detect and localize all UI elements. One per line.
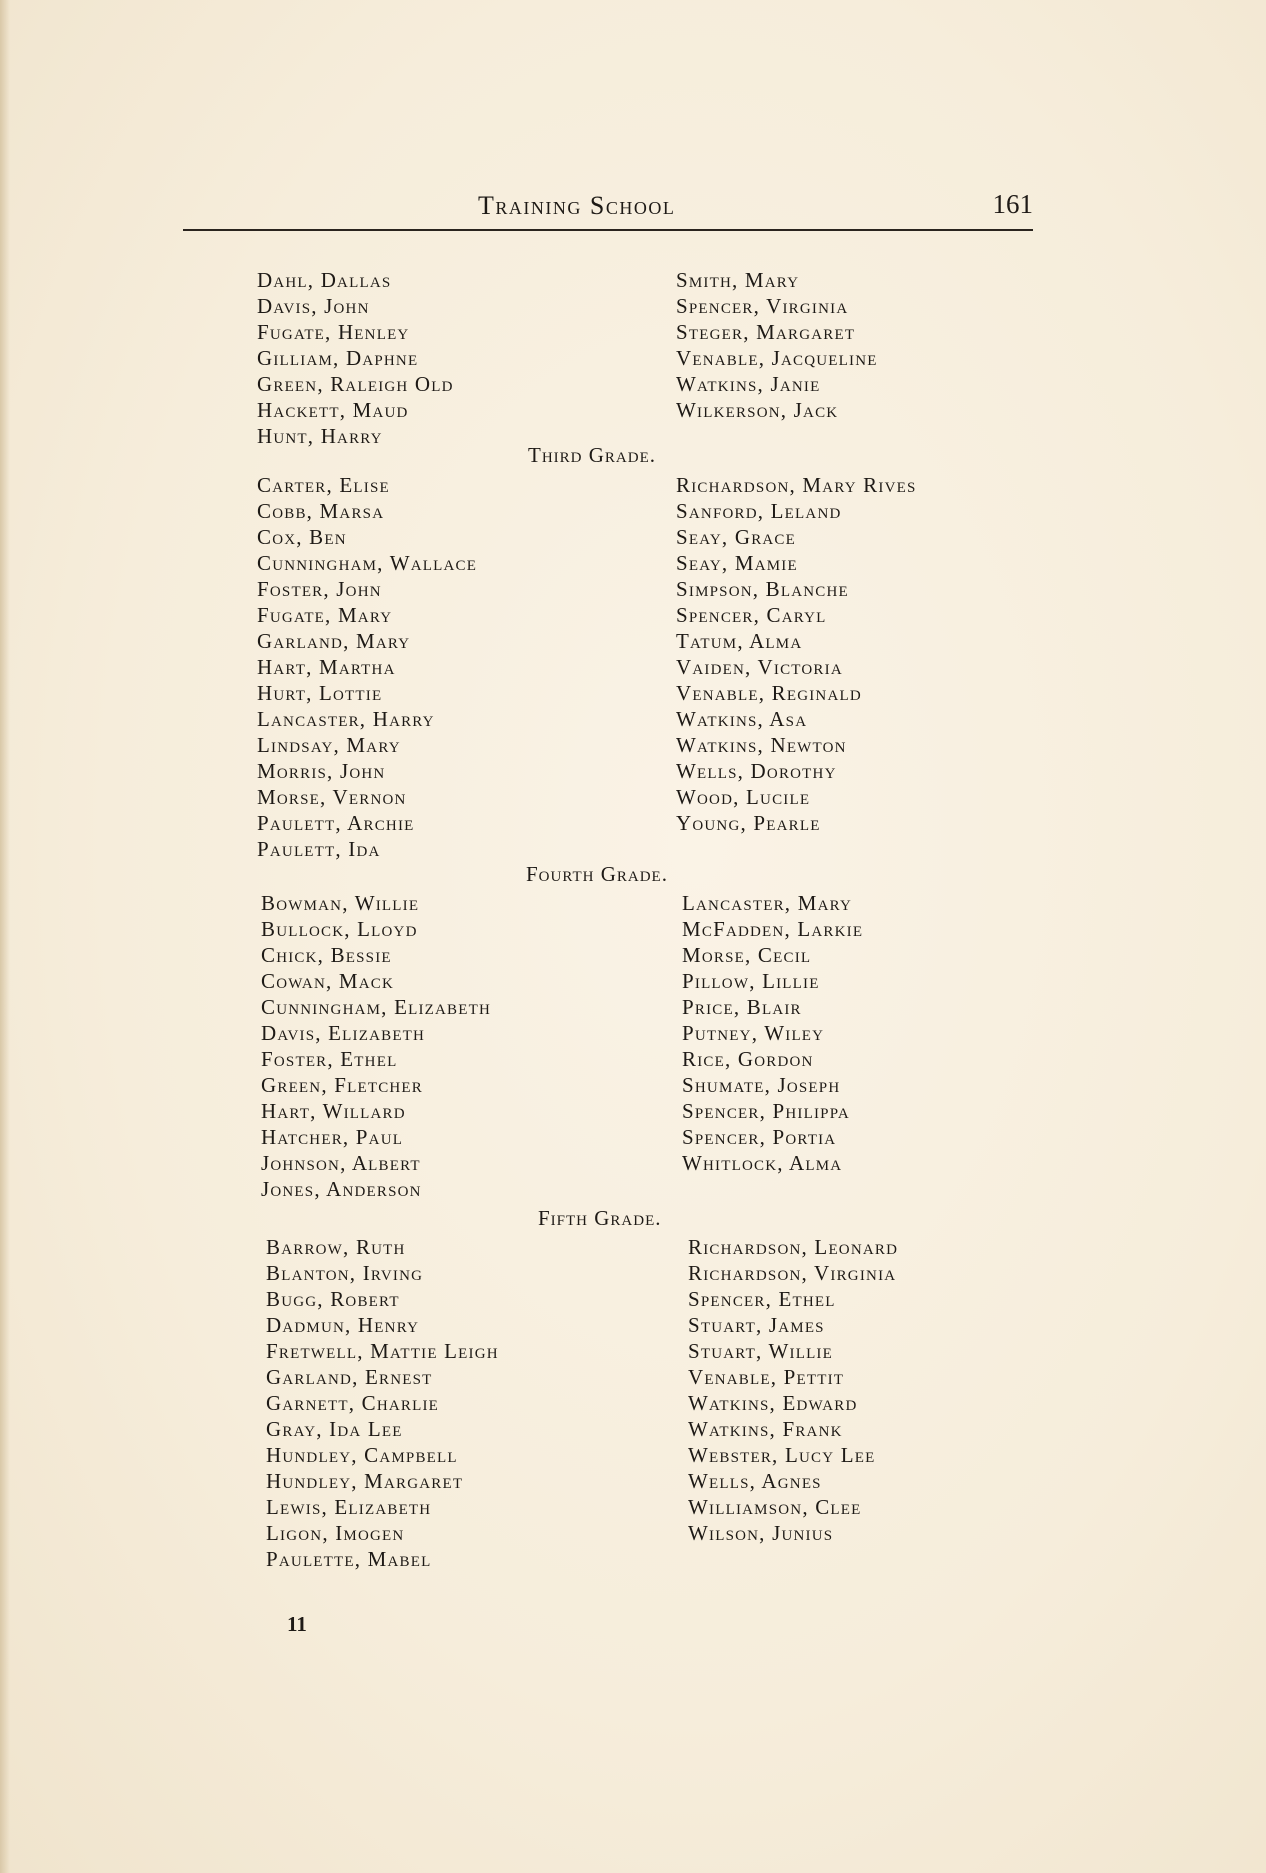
list-item: Wood, Lucile: [676, 785, 811, 809]
list-item: Paulett, Archie: [257, 811, 415, 835]
list-item: Stuart, James: [688, 1313, 825, 1337]
list-item: Wilkerson, Jack: [676, 398, 839, 422]
list-item: Rice, Gordon: [682, 1047, 814, 1071]
list-item: Hart, Martha: [257, 655, 396, 679]
list-item: Hart, Willard: [261, 1099, 406, 1123]
section-heading-fourth-grade: Fourth Grade.: [526, 862, 668, 886]
list-item: Green, Fletcher: [261, 1073, 423, 1097]
list-item: Foster, Ethel: [261, 1047, 398, 1071]
list-item: Richardson, Mary Rives: [676, 473, 917, 497]
signature-mark: 11: [287, 1612, 307, 1636]
list-item: Tatum, Alma: [676, 629, 803, 653]
page-edge: [0, 0, 10, 1873]
list-item: Seay, Grace: [676, 525, 797, 549]
list-item: Bowman, Willie: [261, 891, 420, 915]
list-item: Hunt, Harry: [257, 424, 383, 448]
list-item: Morse, Vernon: [257, 785, 407, 809]
running-head: Training School: [478, 191, 676, 220]
list-item: Chick, Bessie: [261, 943, 392, 967]
list-item: Watkins, Edward: [688, 1391, 858, 1415]
list-item: Richardson, Virginia: [688, 1261, 897, 1285]
list-item: Stuart, Willie: [688, 1339, 833, 1363]
list-item: Hundley, Margaret: [266, 1469, 464, 1493]
right-column: [676, 472, 917, 836]
list-item: Hundley, Campbell: [266, 1443, 458, 1467]
list-item: Morris, John: [257, 759, 386, 783]
list-item: Watkins, Janie: [676, 372, 821, 396]
list-item: Lancaster, Mary: [682, 891, 853, 915]
list-item: Spencer, Ethel: [688, 1287, 836, 1311]
list-item: Steger, Margaret: [676, 320, 856, 344]
list-item: Vaiden, Victoria: [676, 655, 843, 679]
list-item: Green, Raleigh Old: [257, 372, 454, 396]
list-item: Bullock, Lloyd: [261, 917, 418, 941]
list-item: Johnson, Albert: [261, 1151, 421, 1175]
list-item: Pillow, Lillie: [682, 969, 820, 993]
list-item: Cobb, Marsa: [257, 499, 385, 523]
list-item: Hatcher, Paul: [261, 1125, 404, 1149]
list-item: Lindsay, Mary: [257, 733, 401, 757]
list-item: Paulette, Mabel: [266, 1547, 432, 1571]
list-item: Cowan, Mack: [261, 969, 395, 993]
list-item: Carter, Elise: [257, 473, 390, 497]
list-item: Richardson, Leonard: [688, 1235, 899, 1259]
list-item: Shumate, Joseph: [682, 1073, 841, 1097]
list-item: Spencer, Caryl: [676, 603, 827, 627]
list-item: Jones, Anderson: [261, 1177, 422, 1201]
right-column: [676, 267, 878, 423]
list-item: Cunningham, Wallace: [257, 551, 478, 575]
list-item: Cunningham, Elizabeth: [261, 995, 492, 1019]
list-item: Spencer, Virginia: [676, 294, 849, 318]
list-item: Watkins, Frank: [688, 1417, 843, 1441]
list-item: Dadmun, Henry: [266, 1313, 420, 1337]
left-column: [261, 890, 491, 1202]
list-item: Wilson, Junius: [688, 1521, 834, 1545]
list-item: Fugate, Henley: [257, 320, 410, 344]
list-item: Ligon, Imogen: [266, 1521, 405, 1545]
left-column: [257, 472, 477, 862]
list-item: Price, Blair: [682, 995, 802, 1019]
list-item: Hackett, Maud: [257, 398, 409, 422]
list-item: Watkins, Newton: [676, 733, 847, 757]
list-item: Morse, Cecil: [682, 943, 812, 967]
list-item: Whitlock, Alma: [682, 1151, 843, 1175]
list-item: Spencer, Philippa: [682, 1099, 850, 1123]
list-item: Venable, Jacqueline: [676, 346, 878, 370]
list-item: Fretwell, Mattie Leigh: [266, 1339, 499, 1363]
list-item: Davis, Elizabeth: [261, 1021, 426, 1045]
list-item: Gray, Ida Lee: [266, 1417, 403, 1441]
list-item: Smith, Mary: [676, 268, 800, 292]
list-item: Lewis, Elizabeth: [266, 1495, 432, 1519]
list-item: Davis, John: [257, 294, 370, 318]
list-item: Cox, Ben: [257, 525, 347, 549]
list-item: Sanford, Leland: [676, 499, 842, 523]
left-column: [257, 267, 454, 449]
list-item: Venable, Pettit: [688, 1365, 845, 1389]
list-item: Wells, Agnes: [688, 1469, 822, 1493]
list-item: Fugate, Mary: [257, 603, 393, 627]
list-item: Hurt, Lottie: [257, 681, 383, 705]
page-number: 161: [992, 189, 1033, 219]
list-item: Simpson, Blanche: [676, 577, 849, 601]
list-item: Gilliam, Daphne: [257, 346, 419, 370]
list-item: McFadden, Larkie: [682, 917, 864, 941]
list-item: Garland, Mary: [257, 629, 411, 653]
list-item: Spencer, Portia: [682, 1125, 837, 1149]
section-heading-fifth-grade: Fifth Grade.: [538, 1206, 662, 1230]
page-header: [183, 185, 1033, 225]
list-item: Webster, Lucy Lee: [688, 1443, 876, 1467]
header-rule: [183, 229, 1033, 231]
list-item: Garnett, Charlie: [266, 1391, 440, 1415]
list-item: Barrow, Ruth: [266, 1235, 406, 1259]
left-column: [266, 1234, 499, 1572]
list-item: Seay, Mamie: [676, 551, 798, 575]
list-item: Paulett, Ida: [257, 837, 381, 861]
list-item: Young, Pearle: [676, 811, 821, 835]
list-item: Williamson, Clee: [688, 1495, 862, 1519]
list-item: Venable, Reginald: [676, 681, 862, 705]
list-item: Blanton, Irving: [266, 1261, 424, 1285]
list-item: Bugg, Robert: [266, 1287, 400, 1311]
right-column: [688, 1234, 898, 1546]
list-item: Wells, Dorothy: [676, 759, 837, 783]
list-item: Watkins, Asa: [676, 707, 808, 731]
list-item: Foster, John: [257, 577, 382, 601]
list-item: Dahl, Dallas: [257, 268, 392, 292]
right-column: [682, 890, 863, 1176]
section-heading-third-grade: Third Grade.: [528, 443, 656, 467]
list-item: Lancaster, Harry: [257, 707, 435, 731]
list-item: Putney, Wiley: [682, 1021, 825, 1045]
list-item: Garland, Ernest: [266, 1365, 433, 1389]
